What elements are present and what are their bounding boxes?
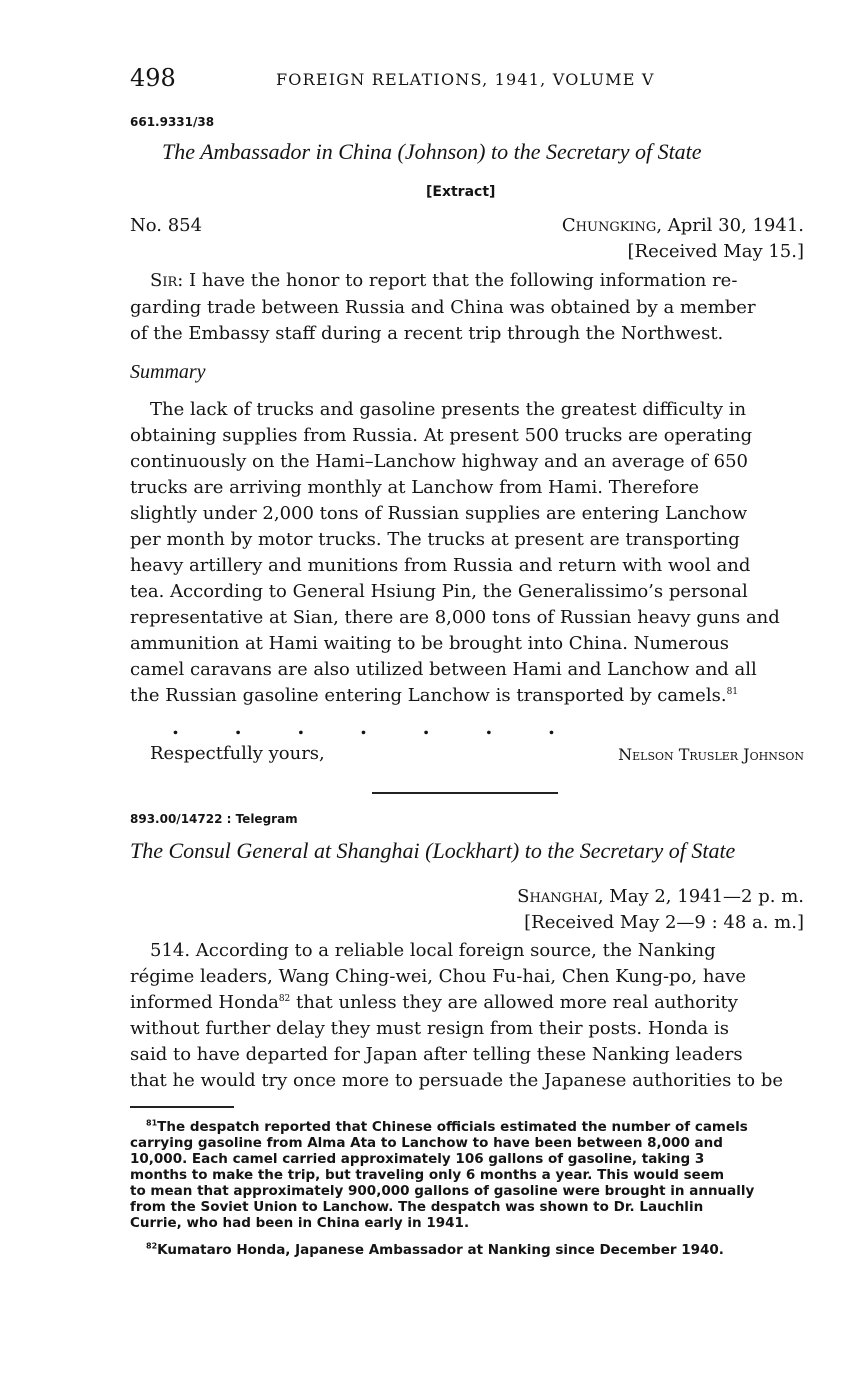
footnote-text: The despatch reported that Chinese officials estimated the number of camels — [157, 1119, 748, 1135]
running-head: FOREIGN RELATIONS, 1941, VOLUME V — [276, 70, 655, 89]
document-title: The Consul General at Shanghai (Lockhart) to the Secretary of State — [130, 838, 736, 863]
summary-line-text: the Russian gasoline entering Lanchow is transported by camels. — [130, 685, 727, 706]
body-line: 514. According to a reliable local foreign source, the Nanking — [150, 940, 716, 961]
intro-line — [150, 270, 737, 291]
footnote-ref-82: 82 — [278, 994, 291, 1004]
footnote-81-line — [146, 1118, 748, 1135]
summary-line: per month by motor trucks. The trucks at present are transporting — [130, 529, 740, 550]
file-number: 893.00/14722 : Telegram — [130, 812, 298, 826]
footnote-81-line: carrying gasoline from Alma Ata to Lanchow to have been between 8,000 and — [130, 1135, 723, 1151]
summary-line: camel caravans are also utilized between Hami and Lanchow and all — [130, 659, 757, 680]
summary-line: The lack of trucks and gasoline presents the greatest difficulty in — [150, 399, 747, 420]
body-line — [130, 992, 738, 1013]
summary-line: heavy artillery and munitions from Russia and return with wool and — [130, 555, 751, 576]
summary-line: tea. According to General Hsiung Pin, the Generalissimo’s personal — [130, 581, 748, 602]
footnote-81-line: 10,000. Each camel carried approximately 106 gallons of gasoline, taking 3 — [130, 1151, 705, 1167]
body-line: without further delay they must resign from their posts. Honda is — [130, 1018, 729, 1039]
summary-line: continuously on the Hami–Lanchow highway and an average of 650 — [130, 451, 748, 472]
summary-line: trucks are arriving monthly at Lanchow from Hami. Therefore — [130, 477, 699, 498]
summary-line: obtaining supplies from Russia. At present 500 trucks are operating — [130, 425, 753, 446]
footnote-81-line: Currie, who had been in China early in 1941. — [130, 1215, 470, 1231]
body-line: régime leaders, Wang Ching-wei, Chou Fu-hai, Chen Kung-po, have — [130, 966, 746, 987]
footnote-mark-82: 82 — [146, 1241, 158, 1251]
footnote-text: Kumataro Honda, Japanese Ambassador at Nanking since December 1940. — [157, 1242, 724, 1258]
footnote-82-line — [146, 1241, 724, 1258]
received-note: [Received May 2—9 : 48 a. m.] — [524, 912, 804, 933]
signature: Nelson Trusler Johnson — [618, 745, 804, 764]
section-divider — [372, 792, 558, 794]
closing: Respectfully yours, — [150, 743, 325, 764]
date-text: , May 2, 1941—2 p. m. — [597, 886, 804, 907]
page-number: 498 — [130, 64, 176, 92]
footnote-rule — [130, 1106, 234, 1108]
place-name: Chungking — [561, 215, 657, 236]
footnote-81-line: to mean that approximately 900,000 gallons of gasoline were brought in annually — [130, 1183, 755, 1199]
summary-line: ammunition at Hami waiting to be brought into China. Numerous — [130, 633, 730, 654]
body-line: that he would try once more to persuade the Japanese authorities to be — [130, 1070, 784, 1091]
summary-line: slightly under 2,000 tons of Russian supplies are entering Lanchow — [130, 503, 748, 524]
intro-line: garding trade between Russia and China was obtained by a member — [130, 297, 756, 318]
summary-line: representative at Sian, there are 8,000 tons of Russian heavy guns and — [130, 607, 780, 628]
salutation: Sir — [150, 270, 178, 291]
footnote-mark-81: 81 — [146, 1118, 158, 1128]
footnote-ref-81: 81 — [726, 687, 739, 697]
page-header — [130, 64, 804, 94]
intro-line-text: : I have the honor to report that the following information re- — [177, 270, 738, 291]
body-line-text: that unless they are allowed more real authority — [290, 992, 738, 1013]
place-and-date — [562, 215, 804, 236]
place-and-date — [517, 886, 804, 907]
place-name: Shanghai — [517, 886, 598, 907]
intro-line: of the Embassy staff during a recent trip through the Northwest. — [130, 323, 724, 344]
omission-dots: . . . . . . . — [172, 715, 555, 739]
document-title: The Ambassador in China (Johnson) to the Secretary of State — [162, 139, 702, 164]
file-number: 661.9331/38 — [130, 115, 215, 129]
footnote-81-line: from the Soviet Union to Lanchow. The despatch was shown to Dr. Lauchlin — [130, 1199, 704, 1215]
received-note: [Received May 15.] — [627, 241, 804, 262]
body-line-text: informed Honda — [130, 992, 279, 1013]
extract-label: [Extract] — [426, 184, 496, 200]
despatch-number: No. 854 — [130, 215, 203, 236]
summary-line — [130, 685, 738, 706]
body-line: said to have departed for Japan after telling these Nanking leaders — [130, 1044, 743, 1065]
summary-heading: Summary — [130, 361, 206, 383]
date-text: , April 30, 1941. — [656, 215, 804, 236]
footnote-81-line: months to make the trip, but traveling only 6 months a year. This would seem — [130, 1167, 725, 1183]
